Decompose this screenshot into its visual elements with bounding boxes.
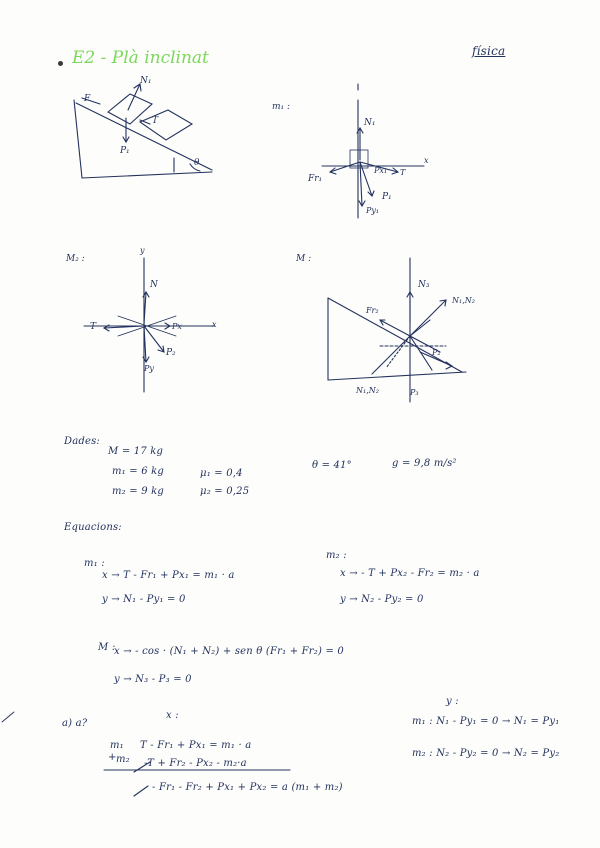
m2-label-P: P₂ (166, 348, 176, 358)
m2-label-T: T (90, 322, 97, 332)
m1-axis-x: x (424, 156, 429, 165)
data-m1: m₁ = 6 kg (112, 466, 165, 477)
data-heading: Dades: (64, 436, 100, 447)
eq-m2-y: y → N₂ - Py₂ = 0 (340, 594, 424, 605)
part-a-m1-tag: m₁ (110, 740, 124, 751)
part-a-y-label: y : (446, 696, 459, 707)
m1-diagram-label: m₁ : (272, 102, 291, 112)
eq-m2-label: m₂ : (326, 550, 347, 561)
incline-label-F: F (84, 94, 91, 104)
M-label-N3: N₃ (418, 280, 430, 290)
data-mu1: μ₁ = 0,4 (200, 468, 243, 479)
subject-label: física (472, 44, 506, 58)
m2-label-N: N (150, 280, 158, 290)
m1-label-P: P₁ (382, 192, 392, 202)
M-label-P2: P₂ (432, 348, 441, 357)
m1-fbd (322, 84, 424, 218)
part-a-m2-tag: m₂ (116, 754, 130, 765)
part-a-y-m2: m₂ : N₂ - Py₂ = 0 → N₂ = Py₂ (412, 748, 560, 759)
eq-m1-y: y → N₁ - Py₁ = 0 (102, 594, 186, 605)
M-fbd (328, 258, 466, 402)
data-g: g = 9,8 m/s² (392, 458, 457, 469)
incline-diagram (74, 84, 212, 178)
m2-diagram-label: M₂ : (66, 254, 85, 264)
page-title: E2 - Plà inclinat (72, 48, 209, 68)
eq-M-x: x → - cos · (N₁ + N₂) + sen θ (Fr₁ + Fr₂) = 0 (114, 646, 344, 657)
part-a-line3: - Fr₁ - Fr₂ + Px₁ + Px₂ = a (m₁ + m₂) (152, 782, 343, 793)
incline-label-theta: θ (194, 158, 200, 168)
data-M: M = 17 kg (108, 446, 164, 457)
eq-m1-x: x → T - Fr₁ + Px₁ = m₁ · a (102, 570, 235, 581)
m2-axis-y: y (140, 246, 145, 255)
m2-label-Py: Py (144, 364, 154, 373)
eq-m2-x: x → - T + Px₂ - Fr₂ = m₂ · a (340, 568, 480, 579)
data-mu2: μ₂ = 0,25 (200, 486, 250, 497)
m1-label-Px: Px₁ (374, 166, 388, 175)
eq-M-y: y → N₃ - P₃ = 0 (114, 674, 192, 685)
data-theta: θ = 41° (312, 460, 352, 471)
M-label-N12-top: N₁,N₂ (452, 296, 475, 305)
part-a-y-m1: m₁ : N₁ - Py₁ = 0 → N₁ = Py₁ (412, 716, 560, 727)
M-diagram-label: M : (296, 254, 312, 264)
equations-heading: Equacions: (64, 522, 122, 533)
incline-label-N1: N₁ (140, 76, 152, 86)
m1-label-Py: Py₁ (366, 206, 380, 215)
part-a-line2: -T + Fr₂ - Px₂ - m₂·a (144, 758, 247, 769)
incline-label-T: T (152, 116, 159, 126)
eq-m1-label: m₁ : (84, 558, 105, 569)
m1-label-N: N₁ (364, 118, 376, 128)
M-label-N12-bottom: N₁,N₂ (356, 386, 379, 395)
M-label-P3: P₃ (410, 388, 419, 397)
m2-label-Px: Px (172, 322, 182, 331)
data-m2: m₂ = 9 kg (112, 486, 165, 497)
part-a-line1: T - Fr₁ + Px₁ = m₁ · a (140, 740, 252, 751)
part-a-x-label: x : (166, 710, 179, 721)
m2-axis-x: x (212, 320, 217, 329)
m1-label-T: T (400, 168, 406, 177)
part-a-plus: + (108, 752, 117, 763)
M-label-Fr: Fr₂ (366, 306, 379, 315)
part-a-question: a) a? (62, 718, 88, 729)
incline-label-P1: P₁ (120, 146, 130, 156)
m1-label-F: Fr₁ (308, 174, 323, 184)
eq-M-label: M : (98, 642, 116, 653)
